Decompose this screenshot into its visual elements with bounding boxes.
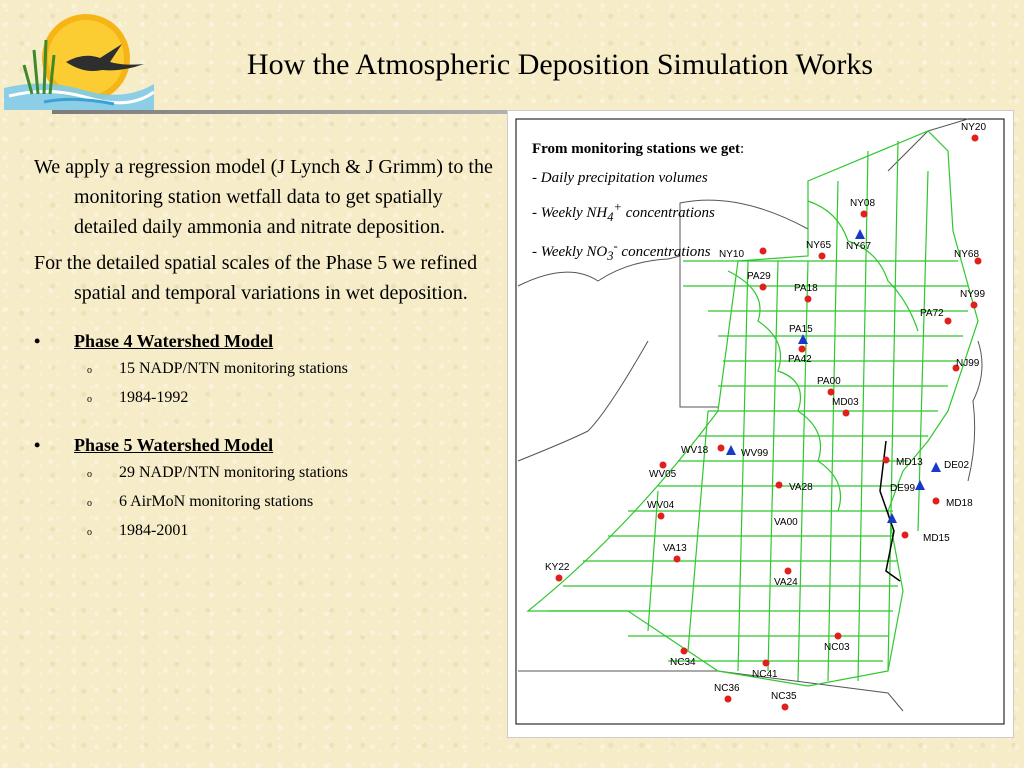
nadp-dot-icon [760,248,767,255]
nadp-dot-icon [681,648,688,655]
nadp-dot-icon [725,696,732,703]
station-label: NY10 [719,249,745,260]
nadp-dot-icon [933,498,940,505]
body-text [34,152,504,545]
station-label: MD13 [896,457,923,468]
nadp-dot-icon [785,568,792,575]
station-label: WV05 [649,469,677,480]
logo [4,10,154,110]
legend-heading: From monitoring stations we get [532,141,741,157]
station-label: VA28 [789,482,813,493]
station-label: NC03 [824,642,850,653]
circle-bullet-icon: o [87,527,92,538]
nadp-dot-icon [945,318,952,325]
nadp-dot-icon [835,633,842,640]
legend: From monitoring stations we get: - Daily precipitation volumes - Weekly $NH_4^+$ concentrations - Weekly $NO_3^-$ concentrations [532,135,744,271]
slide-title: How the Atmospheric Deposition Simulation Works [246,48,874,81]
circle-bullet-icon: o [87,365,92,376]
station-label: NY65 [806,240,832,251]
nadp-dot-icon [660,462,667,469]
station-label: NY08 [850,198,876,209]
station-label: WV04 [647,500,675,511]
phase5-heading: Phase 5 Watershed Model [74,435,274,455]
station-label: NC36 [714,683,740,694]
list-item: o 1984-1992 [34,383,504,412]
station-label: KY22 [545,562,570,573]
paragraph-phase5: For the detailed spatial scales of the Phase 5 we refined spatial and temporal variations in wet deposition. [34,252,478,304]
bullet-icon: • [34,435,41,455]
nadp-dot-icon [972,135,979,142]
station-label: PA42 [788,354,812,365]
station-label: VA13 [663,543,687,554]
station-label: MD03 [832,397,859,408]
nadp-dot-icon [861,211,868,218]
station-label: NY20 [961,122,987,133]
circle-bullet-icon: o [87,394,92,405]
station-label: NJ99 [956,358,980,369]
nadp-dot-icon [718,445,725,452]
bullet-icon: • [34,331,41,351]
station-label: MD15 [923,533,950,544]
nadp-dot-icon [556,575,563,582]
station-label: WV18 [681,445,709,456]
station-label: NC34 [670,657,696,668]
legend-line-precipitation: - Daily precipitation volumes [532,170,708,186]
nadp-dot-icon [843,410,850,417]
station-label: WV99 [741,448,769,459]
circle-bullet-icon: o [87,469,92,480]
station-label: NC41 [752,669,778,680]
station-label: NC35 [771,691,797,702]
station-label: NY67 [846,241,872,252]
nadp-dot-icon [782,704,789,711]
nadp-dot-icon [658,513,665,520]
station-map-panel [507,110,1014,738]
nadp-dot-icon [828,389,835,396]
nadp-dot-icon [776,482,783,489]
nadp-dot-icon [799,346,806,353]
legend-line-no3: - Weekly $NO_3^-$ concentrations [532,239,711,263]
nadp-dot-icon [760,284,767,291]
station-label: NY99 [960,289,986,300]
station-label: DE02 [944,460,970,471]
station-label: VA24 [774,577,798,588]
station-label: NY68 [954,249,980,260]
station-label: VA00 [774,517,798,528]
paragraph-regression: We apply a regression model (J Lynch & J Grimm) to the monitoring station wetfall data to get spatially detailed daily ammonia and nitrate deposition. [34,156,493,238]
nadp-dot-icon [763,660,770,667]
circle-bullet-icon: o [87,498,92,509]
station-label: PA18 [794,283,818,294]
list-item: o 1984-2001 [34,516,504,545]
phase4-section [34,328,504,412]
nadp-dot-icon [805,296,812,303]
station-label: PA00 [817,376,841,387]
list-item: o 29 NADP/NTN monitoring stations [34,458,504,487]
station-label: DE99 [890,483,916,494]
phase5-section [34,432,504,545]
nadp-dot-icon [971,302,978,309]
nadp-dot-icon [674,556,681,563]
legend-line-nh4: - Weekly $NH_4^+$ concentrations [532,200,715,224]
nadp-dot-icon [902,532,909,539]
station-label: PA15 [789,324,813,335]
nadp-dot-icon [819,253,826,260]
station-label: MD18 [946,498,973,509]
list-item: o 6 AirMoN monitoring stations [34,487,504,516]
nadp-dot-icon [883,457,890,464]
station-label: PA72 [920,308,944,319]
station-label: PA29 [747,271,771,282]
list-item: o 15 NADP/NTN monitoring stations [34,354,504,383]
phase4-heading: Phase 4 Watershed Model [74,331,274,351]
